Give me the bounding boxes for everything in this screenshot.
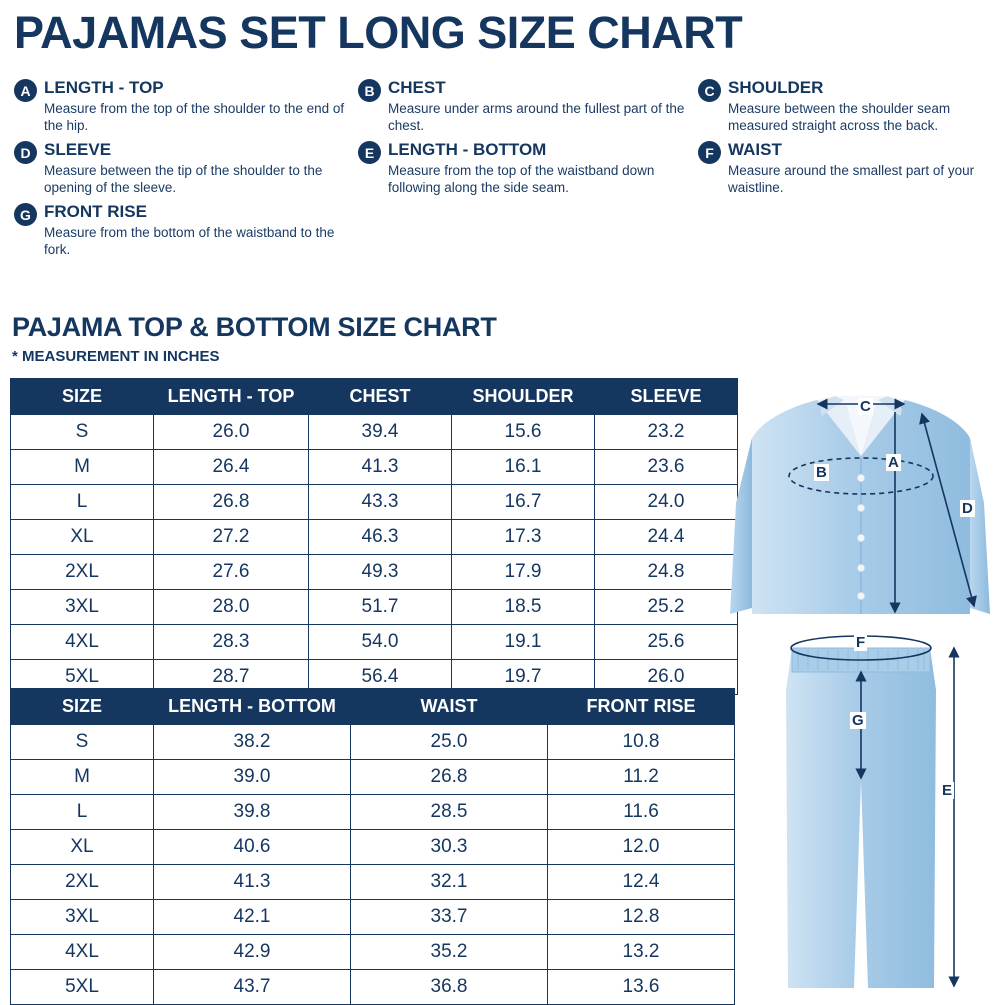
table-cell: 39.0 — [154, 760, 351, 795]
table-cell: 40.6 — [154, 830, 351, 865]
legend-title: WAIST — [728, 140, 782, 160]
table-row — [11, 725, 735, 760]
table-cell: 16.1 — [452, 450, 595, 485]
table-cell: 41.3 — [309, 450, 452, 485]
column-header: FRONT RISE — [548, 689, 735, 725]
table-cell: 30.3 — [351, 830, 548, 865]
column-header: LENGTH - BOTTOM — [154, 689, 351, 725]
table-cell: 26.0 — [154, 415, 309, 450]
table-cell: 42.9 — [154, 935, 351, 970]
table-cell: 28.0 — [154, 590, 309, 625]
table-cell: 27.2 — [154, 520, 309, 555]
table-cell: 28.5 — [351, 795, 548, 830]
table-cell: 25.6 — [595, 625, 738, 660]
label-c: C — [860, 398, 871, 415]
legend-title: SLEEVE — [44, 140, 112, 160]
section-title: PAJAMA TOP & BOTTOM SIZE CHART — [12, 312, 497, 342]
top-size-table — [10, 378, 738, 695]
legend-item-c — [698, 78, 994, 134]
table-row — [11, 555, 738, 590]
legend-badge: B — [358, 79, 381, 102]
table-cell: 3XL — [11, 590, 154, 625]
table-cell: L — [11, 795, 154, 830]
label-g: G — [852, 712, 864, 729]
legend-row — [14, 202, 994, 264]
table-cell: 26.0 — [595, 660, 738, 695]
bottom-size-table — [10, 688, 735, 1005]
legend-row — [14, 78, 994, 140]
table-cell: 18.5 — [452, 590, 595, 625]
table-cell: 2XL — [11, 865, 154, 900]
table-cell: 39.8 — [154, 795, 351, 830]
legend-badge: D — [14, 141, 37, 164]
table-cell: M — [11, 760, 154, 795]
table-cell: 26.4 — [154, 450, 309, 485]
table-cell: 28.7 — [154, 660, 309, 695]
measurement-legend — [14, 78, 994, 264]
label-e: E — [942, 782, 953, 799]
table-cell: 54.0 — [309, 625, 452, 660]
legend-desc: Measure between the tip of the shoulder to the opening of the sleeve. — [44, 162, 323, 195]
table-cell: S — [11, 415, 154, 450]
legend-item-d — [14, 140, 358, 196]
legend-desc: Measure from the top of the waistband down following along the side seam. — [388, 162, 655, 195]
table-cell: M — [11, 450, 154, 485]
table-cell: 5XL — [11, 660, 154, 695]
legend-desc: Measure around the smallest part of your waistline. — [728, 162, 975, 195]
column-header: SLEEVE — [595, 379, 738, 415]
table-cell: 26.8 — [154, 485, 309, 520]
table-row — [11, 970, 735, 1005]
legend-row — [14, 140, 994, 202]
table-cell: 2XL — [11, 555, 154, 590]
column-header: SIZE — [11, 689, 154, 725]
legend-desc: Measure from the bottom of the waistband to the fork. — [44, 224, 335, 257]
table-cell: 25.2 — [595, 590, 738, 625]
table-cell: 13.6 — [548, 970, 735, 1005]
table-cell: XL — [11, 830, 154, 865]
table-cell: 13.2 — [548, 935, 735, 970]
table-cell: 12.0 — [548, 830, 735, 865]
legend-title: CHEST — [388, 78, 446, 97]
table-row — [11, 830, 735, 865]
legend-title: FRONT RISE — [44, 202, 147, 222]
table-cell: 16.7 — [452, 485, 595, 520]
table-cell: 35.2 — [351, 935, 548, 970]
table-cell: 10.8 — [548, 725, 735, 760]
legend-title: LENGTH - BOTTOM — [388, 140, 547, 160]
table-cell: 4XL — [11, 935, 154, 970]
table-cell: S — [11, 725, 154, 760]
legend-item-g — [14, 202, 358, 258]
column-header: SIZE — [11, 379, 154, 415]
table-cell: 39.4 — [309, 415, 452, 450]
legend-badge: A — [14, 79, 37, 102]
units-note: * MEASUREMENT IN INCHES — [12, 348, 220, 365]
table-cell: 36.8 — [351, 970, 548, 1005]
table-row — [11, 935, 735, 970]
table-cell: 11.2 — [548, 760, 735, 795]
label-d: D — [962, 500, 973, 517]
label-a: A — [888, 454, 899, 471]
legend-badge: E — [358, 141, 381, 164]
table-header-row — [11, 689, 735, 725]
table-cell: 24.0 — [595, 485, 738, 520]
table-row — [11, 520, 738, 555]
table-row — [11, 900, 735, 935]
table-cell: 3XL — [11, 900, 154, 935]
label-b: B — [816, 464, 827, 481]
pajama-diagram-svg — [722, 378, 1000, 1000]
table-cell: 5XL — [11, 970, 154, 1005]
table-row — [11, 795, 735, 830]
table-row — [11, 625, 738, 660]
column-header: LENGTH - TOP — [154, 379, 309, 415]
table-cell: 51.7 — [309, 590, 452, 625]
table-cell: 12.4 — [548, 865, 735, 900]
table-cell: 11.6 — [548, 795, 735, 830]
table-cell: 12.8 — [548, 900, 735, 935]
page-title: PAJAMAS SET LONG SIZE CHART — [14, 7, 743, 58]
table-cell: 23.6 — [595, 450, 738, 485]
legend-desc: Measure between the shoulder seam measured straight across the back. — [728, 100, 951, 133]
table-cell: 42.1 — [154, 900, 351, 935]
table-cell: 17.9 — [452, 555, 595, 590]
table-cell: XL — [11, 520, 154, 555]
table-cell: L — [11, 485, 154, 520]
legend-desc: Measure under arms around the fullest part of the chest. — [388, 100, 685, 133]
table-cell: 41.3 — [154, 865, 351, 900]
table-row — [11, 485, 738, 520]
legend-badge: G — [14, 203, 37, 226]
table-cell: 33.7 — [351, 900, 548, 935]
column-header: SHOULDER — [452, 379, 595, 415]
pajama-top-graphic — [730, 396, 990, 615]
table-cell: 17.3 — [452, 520, 595, 555]
table-row — [11, 450, 738, 485]
table-header-row — [11, 379, 738, 415]
table-cell: 24.8 — [595, 555, 738, 590]
table-cell: 24.4 — [595, 520, 738, 555]
legend-item-a — [14, 78, 358, 134]
table-cell: 28.3 — [154, 625, 309, 660]
table-row — [11, 590, 738, 625]
legend-badge: C — [698, 79, 721, 102]
column-header: WAIST — [351, 689, 548, 725]
table-cell: 23.2 — [595, 415, 738, 450]
legend-desc: Measure from the top of the shoulder to the end of the hip. — [44, 100, 345, 133]
legend-badge: F — [698, 141, 721, 164]
table-cell: 43.3 — [309, 485, 452, 520]
table-cell: 49.3 — [309, 555, 452, 590]
table-cell: 46.3 — [309, 520, 452, 555]
table-cell: 15.6 — [452, 415, 595, 450]
table-row — [11, 415, 738, 450]
table-cell: 27.6 — [154, 555, 309, 590]
label-f: F — [856, 634, 866, 651]
table-cell: 25.0 — [351, 725, 548, 760]
legend-title: SHOULDER — [728, 78, 824, 97]
legend-item-b — [358, 78, 698, 134]
table-cell: 19.1 — [452, 625, 595, 660]
table-cell: 4XL — [11, 625, 154, 660]
table-row — [11, 865, 735, 900]
table-cell: 19.7 — [452, 660, 595, 695]
table-cell: 43.7 — [154, 970, 351, 1005]
legend-item-f — [698, 140, 994, 196]
legend-item-e — [358, 140, 698, 196]
table-cell: 32.1 — [351, 865, 548, 900]
legend-title: LENGTH - TOP — [44, 78, 164, 97]
pajama-bottom-graphic — [786, 636, 954, 988]
table-cell: 56.4 — [309, 660, 452, 695]
garment-illustration — [722, 378, 1000, 1000]
table-cell: 26.8 — [351, 760, 548, 795]
table-cell: 38.2 — [154, 725, 351, 760]
table-row — [11, 760, 735, 795]
column-header: CHEST — [309, 379, 452, 415]
